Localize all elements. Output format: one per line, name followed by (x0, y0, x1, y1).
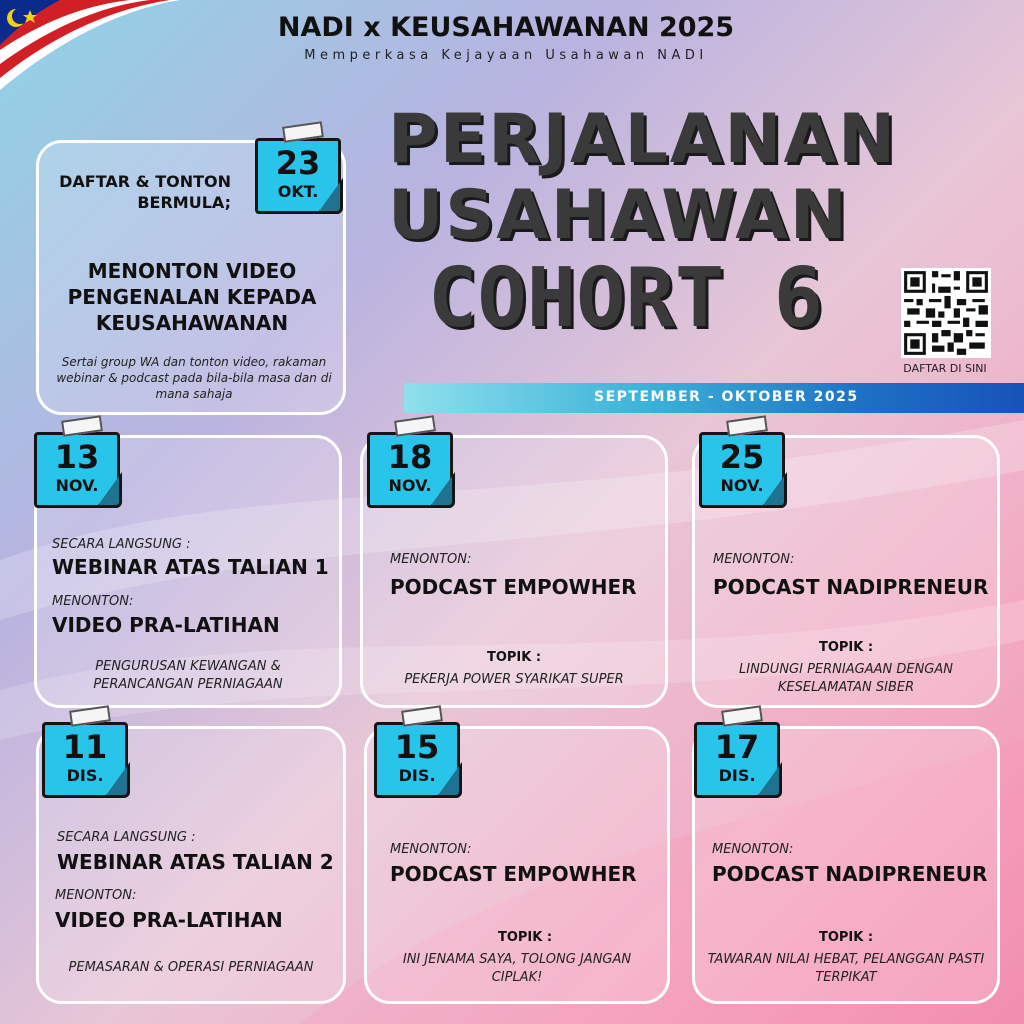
date-month: OKT. (277, 182, 319, 201)
card-title: VIDEO PRA-LATIHAN (55, 908, 283, 932)
date-note-1 (34, 426, 124, 506)
date-month: DIS. (398, 766, 436, 785)
card-title: WEBINAR ATAS TALIAN 1 (52, 555, 329, 579)
date-day: 13 (54, 438, 100, 476)
date-day: 23 (275, 144, 321, 182)
card-title: PODCAST EMPOWHER (390, 862, 637, 886)
card-title: PODCAST EMPOWHER (390, 575, 637, 599)
date-note-2 (367, 426, 457, 506)
date-month: NOV. (55, 476, 99, 495)
card-topic-label: TOPIK : (497, 930, 553, 945)
qr-label: DAFTAR DI SINI (903, 362, 987, 375)
card-topic-label: TOPIK : (818, 640, 874, 655)
page-subtitle: Memperkasa Kejayaan Usahawan NADI (304, 48, 708, 63)
card-desc: LINDUNGI PERNIAGAAN DENGAN KESELAMATAN SIBER (739, 662, 953, 695)
card-label: MENONTON: (712, 842, 794, 857)
card-desc: TAWARAN NILAI HEBAT, PELANGGAN PASTI TERPIKAT (707, 952, 985, 985)
card-topic-label: TOPIK : (818, 930, 874, 945)
card-desc: INI JENAMA SAYA, TOLONG JANGAN CIPLAK! (402, 952, 632, 985)
date-range-band (404, 383, 1024, 413)
date-note-5 (374, 716, 464, 796)
date-day: 17 (714, 728, 760, 766)
card-label: MENONTON: (390, 552, 472, 567)
card-desc: PEKERJA POWER SYARIKAT SUPER (404, 672, 624, 687)
intro-desc: Sertai group WA dan tonton video, rakaman webinar & podcast pada bila-bila masa dan di mana sahaja (56, 355, 332, 402)
card-label: MENONTON: (52, 594, 134, 609)
hero-line-3: COHORT 6 (428, 251, 823, 346)
qr-code-icon[interactable] (901, 268, 991, 358)
date-day: 18 (387, 438, 433, 476)
card-desc: PEMASARAN & OPERASI PERNIAGAAN (68, 960, 314, 975)
card-title: PODCAST NADIPRENEUR (712, 862, 988, 886)
card-desc: PENGURUSAN KEWANGAN & PERANCANGAN PERNIAGAAN (93, 659, 283, 692)
intro-date-note (255, 132, 345, 212)
card-label: MENONTON: (55, 888, 137, 903)
date-month: NOV. (720, 476, 764, 495)
card-label: SECARA LANGSUNG : (57, 830, 196, 845)
intro-lead: DAFTAR & TONTON BERMULA; (59, 172, 231, 212)
date-note-3 (699, 426, 789, 506)
hero-line-1: PERJALANAN (388, 100, 897, 179)
date-day: 25 (719, 438, 765, 476)
date-month: NOV. (388, 476, 432, 495)
hero-line-2: USAHAWAN (388, 176, 849, 255)
card-title: WEBINAR ATAS TALIAN 2 (57, 850, 334, 874)
card-title: VIDEO PRA-LATIHAN (52, 613, 280, 637)
card-title: PODCAST NADIPRENEUR (713, 575, 989, 599)
intro-title: MENONTON VIDEO PENGENALAN KEPADA KEUSAHAWANAN (67, 259, 317, 335)
card-label: MENONTON: (713, 552, 795, 567)
date-day: 15 (394, 728, 440, 766)
date-month: DIS. (66, 766, 104, 785)
card-topic-label: TOPIK : (486, 650, 542, 665)
card-label: MENONTON: (390, 842, 472, 857)
page-title: NADI x KEUSAHAWANAN 2025 (277, 12, 735, 43)
date-note-6 (694, 716, 784, 796)
date-range-text: SEPTEMBER - OKTOBER 2025 (594, 389, 859, 405)
date-month: DIS. (718, 766, 756, 785)
date-day: 11 (62, 728, 108, 766)
card-label: SECARA LANGSUNG : (52, 537, 191, 552)
date-note-4 (42, 716, 132, 796)
